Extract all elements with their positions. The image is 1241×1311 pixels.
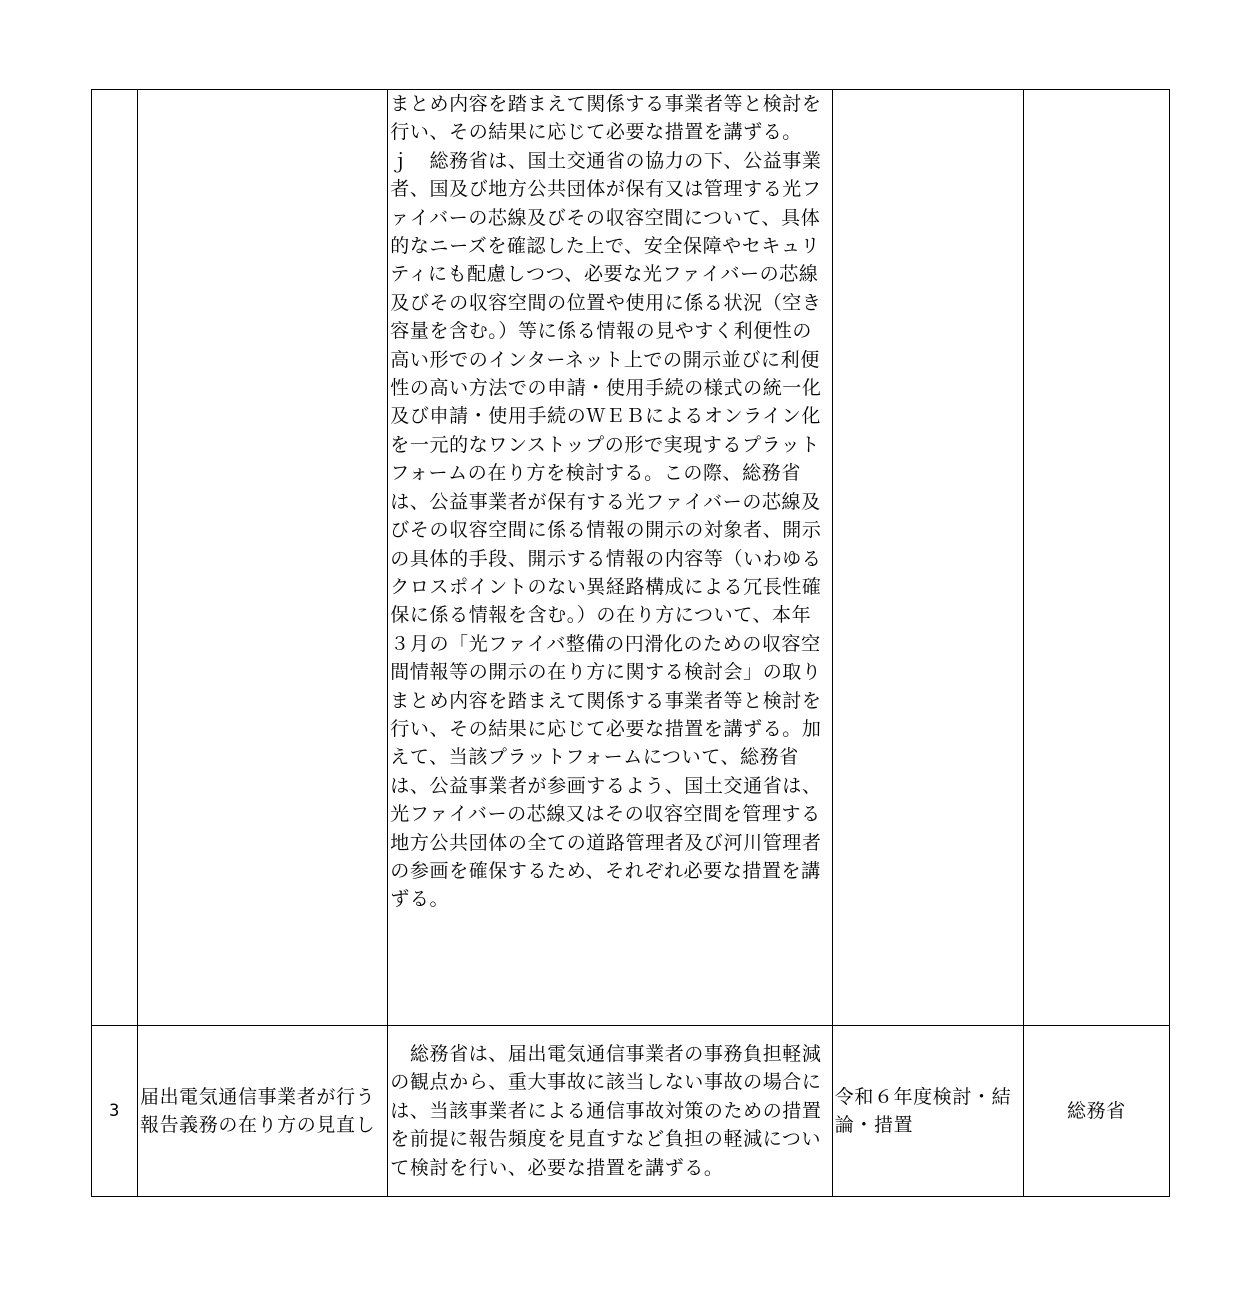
content-cell	[388, 90, 832, 1026]
content-paragraph: まとめ内容を踏まえて関係する事業者等と検討を行い、その結果に応じて必要な措置を講ずる。	[390, 93, 822, 144]
row-number-cell	[92, 90, 138, 1026]
department-text: 総務省	[1067, 1099, 1126, 1122]
department-cell	[1023, 1026, 1169, 1197]
department-cell	[1023, 90, 1169, 1026]
table-row	[92, 90, 1170, 1026]
content-cell	[388, 1026, 832, 1197]
item-cell	[137, 1026, 387, 1197]
schedule-text: 令和６年度検討・結論・措置	[834, 1085, 1012, 1136]
content-paragraph: ｊ 総務省は、国土交通省の協力の下、公益事業者、国及び地方公共団体が保有又は管理する光ファイバーの芯線及びその収容空間について、具体的なニーズを確認した上で、安全保障やセキュリティにも配慮しつつ、必要な光ファイバーの芯線及びその収容空間の位置や使用に係る状況（空き容量を含む。）等に係る情報の見やすく利便性の高い形でのインターネット上での開示並びに利便性の高い方法での申請・使用手続の様式の統一化及び申請・使用手続のＷＥＢによるオンライン化を一元的なワンストップの形で実現するプラットフォームの在り方を検討する。この際、総務省は、公益事業者が保有する光ファイバーの芯線及びその収容空間に係る情報の開示の対象者、開示の具体的手段、開示する情報の内容等（いわゆるクロスポイントのない異経路構成による冗長性確保に係る情報を含む。）の在り方について、本年３月の「光ファイバ整備の円滑化のための収容空間情報等の開示の在り方に関する検討会」の取りまとめ内容を踏まえて関係する事業者等と検討を行い、その結果に応じて必要な措置を講ずる。加えて、当該プラットフォームについて、総務省は、公益事業者が参画するよう、国土交通省は、光ファイバーの芯線又はその収容空間を管理する地方公共団体の全ての道路管理者及び河川管理者の参画を確保するため、それぞれ必要な措置を講ずる。	[390, 149, 822, 911]
table-row	[92, 1026, 1170, 1197]
row-number: 3	[109, 1101, 120, 1122]
schedule-cell	[832, 1026, 1023, 1197]
measures-table	[91, 89, 1170, 1197]
row-number-cell	[92, 1026, 138, 1197]
schedule-cell	[832, 90, 1023, 1026]
item-title: 届出電気通信事業者が行う報告義務の在り方の見直し	[139, 1085, 376, 1136]
item-cell	[137, 90, 387, 1026]
content-paragraph: 総務省は、届出電気通信事業者の事務負担軽減の観点から、重大事故に該当しない事故の場合には、当該事業者による通信事故対策のための措置を前提に報告頻度を見直すなど負担の軽減について検討を行い、必要な措置を講ずる。	[390, 1042, 822, 1179]
